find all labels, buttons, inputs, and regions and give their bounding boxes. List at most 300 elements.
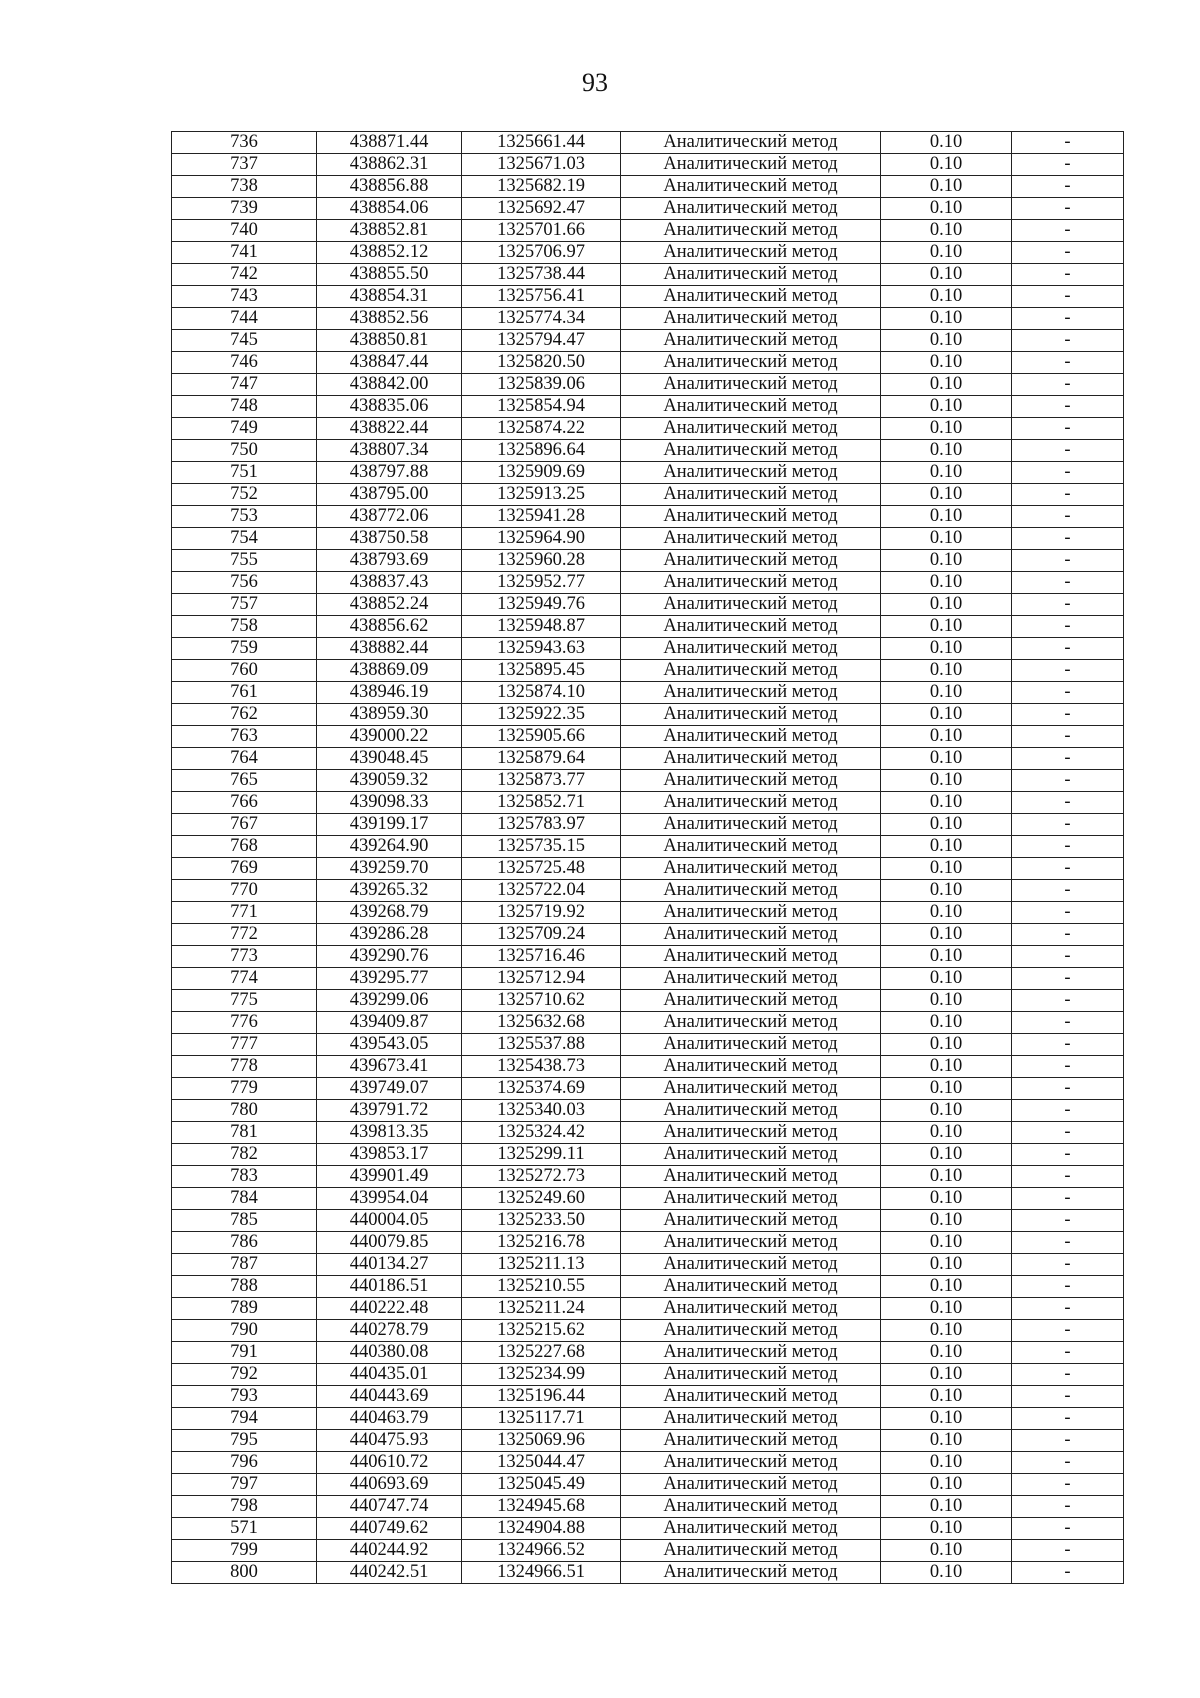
note-cell: - [1012,1540,1124,1562]
table-row [172,924,1124,946]
accuracy-cell: 0.10 [881,154,1012,176]
table-row [172,374,1124,396]
accuracy-cell: 0.10 [881,132,1012,154]
accuracy-cell: 0.10 [881,220,1012,242]
y-coordinate-cell: 1325879.64 [462,748,621,770]
accuracy-cell: 0.10 [881,792,1012,814]
note-cell: - [1012,286,1124,308]
y-coordinate-cell: 1325438.73 [462,1056,621,1078]
note-cell: - [1012,550,1124,572]
accuracy-cell: 0.10 [881,396,1012,418]
table-row [172,1166,1124,1188]
note-cell: - [1012,1320,1124,1342]
point-number-cell: 779 [172,1078,317,1100]
point-number-cell: 796 [172,1452,317,1474]
x-coordinate-cell: 439409.87 [317,1012,462,1034]
point-number-cell: 794 [172,1408,317,1430]
x-coordinate-cell: 439295.77 [317,968,462,990]
y-coordinate-cell: 1325701.66 [462,220,621,242]
point-number-cell: 761 [172,682,317,704]
point-number-cell: 789 [172,1298,317,1320]
note-cell: - [1012,308,1124,330]
point-number-cell: 742 [172,264,317,286]
point-number-cell: 783 [172,1166,317,1188]
y-coordinate-cell: 1325774.34 [462,308,621,330]
table-row [172,440,1124,462]
accuracy-cell: 0.10 [881,1276,1012,1298]
y-coordinate-cell: 1325874.10 [462,682,621,704]
x-coordinate-cell: 438852.24 [317,594,462,616]
point-number-cell: 776 [172,1012,317,1034]
y-coordinate-cell: 1325922.35 [462,704,621,726]
x-coordinate-cell: 438871.44 [317,132,462,154]
accuracy-cell: 0.10 [881,264,1012,286]
table-row [172,220,1124,242]
x-coordinate-cell: 440380.08 [317,1342,462,1364]
table-row [172,594,1124,616]
note-cell: - [1012,1210,1124,1232]
y-coordinate-cell: 1324945.68 [462,1496,621,1518]
method-cell: Аналитический метод [621,1188,881,1210]
point-number-cell: 741 [172,242,317,264]
accuracy-cell: 0.10 [881,1012,1012,1034]
table-row [172,704,1124,726]
table-row [172,682,1124,704]
method-cell: Аналитический метод [621,528,881,550]
x-coordinate-cell: 439000.22 [317,726,462,748]
point-number-cell: 788 [172,1276,317,1298]
table-row [172,902,1124,924]
table-row [172,418,1124,440]
accuracy-cell: 0.10 [881,858,1012,880]
point-number-cell: 750 [172,440,317,462]
accuracy-cell: 0.10 [881,1430,1012,1452]
x-coordinate-cell: 438795.00 [317,484,462,506]
x-coordinate-cell: 438807.34 [317,440,462,462]
note-cell: - [1012,264,1124,286]
method-cell: Аналитический метод [621,1122,881,1144]
y-coordinate-cell: 1325374.69 [462,1078,621,1100]
accuracy-cell: 0.10 [881,594,1012,616]
table-row [172,1298,1124,1320]
y-coordinate-cell: 1325719.92 [462,902,621,924]
note-cell: - [1012,1386,1124,1408]
note-cell: - [1012,1342,1124,1364]
y-coordinate-cell: 1325783.97 [462,814,621,836]
table-row [172,396,1124,418]
y-coordinate-cell: 1325227.68 [462,1342,621,1364]
point-number-cell: 798 [172,1496,317,1518]
accuracy-cell: 0.10 [881,946,1012,968]
table-row [172,550,1124,572]
accuracy-cell: 0.10 [881,572,1012,594]
method-cell: Аналитический метод [621,440,881,462]
method-cell: Аналитический метод [621,770,881,792]
table-row [172,132,1124,154]
y-coordinate-cell: 1325632.68 [462,1012,621,1034]
x-coordinate-cell: 440443.69 [317,1386,462,1408]
table-row [172,616,1124,638]
method-cell: Аналитический метод [621,396,881,418]
point-number-cell: 793 [172,1386,317,1408]
method-cell: Аналитический метод [621,154,881,176]
accuracy-cell: 0.10 [881,1232,1012,1254]
accuracy-cell: 0.10 [881,1408,1012,1430]
table-row [172,770,1124,792]
point-number-cell: 799 [172,1540,317,1562]
x-coordinate-cell: 440475.93 [317,1430,462,1452]
point-number-cell: 744 [172,308,317,330]
method-cell: Аналитический метод [621,1100,881,1122]
note-cell: - [1012,726,1124,748]
table-row [172,154,1124,176]
note-cell: - [1012,638,1124,660]
y-coordinate-cell: 1325210.55 [462,1276,621,1298]
x-coordinate-cell: 439199.17 [317,814,462,836]
point-number-cell: 756 [172,572,317,594]
point-number-cell: 782 [172,1144,317,1166]
y-coordinate-cell: 1325249.60 [462,1188,621,1210]
note-cell: - [1012,1078,1124,1100]
accuracy-cell: 0.10 [881,682,1012,704]
point-number-cell: 784 [172,1188,317,1210]
method-cell: Аналитический метод [621,1452,881,1474]
accuracy-cell: 0.10 [881,242,1012,264]
table-row [172,1012,1124,1034]
x-coordinate-cell: 438854.06 [317,198,462,220]
method-cell: Аналитический метод [621,792,881,814]
x-coordinate-cell: 439543.05 [317,1034,462,1056]
y-coordinate-cell: 1325949.76 [462,594,621,616]
accuracy-cell: 0.10 [881,902,1012,924]
method-cell: Аналитический метод [621,660,881,682]
accuracy-cell: 0.10 [881,880,1012,902]
table-row [172,990,1124,1012]
note-cell: - [1012,902,1124,924]
note-cell: - [1012,374,1124,396]
table-row [172,1144,1124,1166]
coordinates-table-body [172,132,1124,1584]
method-cell: Аналитический метод [621,286,881,308]
y-coordinate-cell: 1325960.28 [462,550,621,572]
method-cell: Аналитический метод [621,352,881,374]
note-cell: - [1012,220,1124,242]
accuracy-cell: 0.10 [881,440,1012,462]
table-row [172,506,1124,528]
accuracy-cell: 0.10 [881,528,1012,550]
note-cell: - [1012,330,1124,352]
y-coordinate-cell: 1325117.71 [462,1408,621,1430]
point-number-cell: 753 [172,506,317,528]
x-coordinate-cell: 439048.45 [317,748,462,770]
x-coordinate-cell: 440749.62 [317,1518,462,1540]
method-cell: Аналитический метод [621,814,881,836]
method-cell: Аналитический метод [621,1166,881,1188]
note-cell: - [1012,946,1124,968]
accuracy-cell: 0.10 [881,1298,1012,1320]
note-cell: - [1012,352,1124,374]
table-row [172,1474,1124,1496]
note-cell: - [1012,242,1124,264]
accuracy-cell: 0.10 [881,924,1012,946]
note-cell: - [1012,1254,1124,1276]
point-number-cell: 752 [172,484,317,506]
table-row [172,264,1124,286]
y-coordinate-cell: 1325682.19 [462,176,621,198]
method-cell: Аналитический метод [621,616,881,638]
y-coordinate-cell: 1325794.47 [462,330,621,352]
point-number-cell: 781 [172,1122,317,1144]
y-coordinate-cell: 1325905.66 [462,726,621,748]
x-coordinate-cell: 438750.58 [317,528,462,550]
note-cell: - [1012,396,1124,418]
x-coordinate-cell: 439265.32 [317,880,462,902]
x-coordinate-cell: 439791.72 [317,1100,462,1122]
accuracy-cell: 0.10 [881,198,1012,220]
point-number-cell: 760 [172,660,317,682]
point-number-cell: 777 [172,1034,317,1056]
method-cell: Аналитический метод [621,682,881,704]
accuracy-cell: 0.10 [881,1474,1012,1496]
point-number-cell: 773 [172,946,317,968]
x-coordinate-cell: 440222.48 [317,1298,462,1320]
y-coordinate-cell: 1325725.48 [462,858,621,880]
x-coordinate-cell: 438855.50 [317,264,462,286]
table-row [172,1540,1124,1562]
point-number-cell: 769 [172,858,317,880]
point-number-cell: 746 [172,352,317,374]
x-coordinate-cell: 439749.07 [317,1078,462,1100]
table-row [172,330,1124,352]
note-cell: - [1012,616,1124,638]
note-cell: - [1012,1496,1124,1518]
note-cell: - [1012,1562,1124,1584]
method-cell: Аналитический метод [621,374,881,396]
point-number-cell: 759 [172,638,317,660]
x-coordinate-cell: 439813.35 [317,1122,462,1144]
y-coordinate-cell: 1324966.52 [462,1540,621,1562]
note-cell: - [1012,1430,1124,1452]
accuracy-cell: 0.10 [881,1078,1012,1100]
accuracy-cell: 0.10 [881,550,1012,572]
x-coordinate-cell: 440463.79 [317,1408,462,1430]
table-row [172,946,1124,968]
x-coordinate-cell: 438847.44 [317,352,462,374]
table-row [172,1276,1124,1298]
note-cell: - [1012,1056,1124,1078]
table-row [172,528,1124,550]
note-cell: - [1012,1144,1124,1166]
accuracy-cell: 0.10 [881,660,1012,682]
method-cell: Аналитический метод [621,1474,881,1496]
x-coordinate-cell: 440242.51 [317,1562,462,1584]
note-cell: - [1012,440,1124,462]
point-number-cell: 791 [172,1342,317,1364]
y-coordinate-cell: 1325706.97 [462,242,621,264]
x-coordinate-cell: 438869.09 [317,660,462,682]
accuracy-cell: 0.10 [881,176,1012,198]
method-cell: Аналитический метод [621,308,881,330]
method-cell: Аналитический метод [621,924,881,946]
table-row [172,1100,1124,1122]
y-coordinate-cell: 1325895.45 [462,660,621,682]
x-coordinate-cell: 438797.88 [317,462,462,484]
point-number-cell: 743 [172,286,317,308]
accuracy-cell: 0.10 [881,1188,1012,1210]
point-number-cell: 775 [172,990,317,1012]
point-number-cell: 739 [172,198,317,220]
method-cell: Аналитический метод [621,726,881,748]
point-number-cell: 740 [172,220,317,242]
method-cell: Аналитический метод [621,198,881,220]
x-coordinate-cell: 438837.43 [317,572,462,594]
x-coordinate-cell: 438850.81 [317,330,462,352]
table-row [172,1562,1124,1584]
y-coordinate-cell: 1325964.90 [462,528,621,550]
note-cell: - [1012,814,1124,836]
accuracy-cell: 0.10 [881,1166,1012,1188]
accuracy-cell: 0.10 [881,726,1012,748]
table-row [172,1386,1124,1408]
x-coordinate-cell: 439059.32 [317,770,462,792]
method-cell: Аналитический метод [621,1364,881,1386]
point-number-cell: 797 [172,1474,317,1496]
point-number-cell: 780 [172,1100,317,1122]
accuracy-cell: 0.10 [881,1364,1012,1386]
x-coordinate-cell: 440278.79 [317,1320,462,1342]
x-coordinate-cell: 440693.69 [317,1474,462,1496]
method-cell: Аналитический метод [621,1254,881,1276]
x-coordinate-cell: 438946.19 [317,682,462,704]
y-coordinate-cell: 1325909.69 [462,462,621,484]
note-cell: - [1012,748,1124,770]
accuracy-cell: 0.10 [881,836,1012,858]
y-coordinate-cell: 1325839.06 [462,374,621,396]
method-cell: Аналитический метод [621,176,881,198]
point-number-cell: 800 [172,1562,317,1584]
table-row [172,1078,1124,1100]
y-coordinate-cell: 1325756.41 [462,286,621,308]
accuracy-cell: 0.10 [881,506,1012,528]
note-cell: - [1012,704,1124,726]
point-number-cell: 757 [172,594,317,616]
y-coordinate-cell: 1325671.03 [462,154,621,176]
point-number-cell: 737 [172,154,317,176]
table-row [172,792,1124,814]
y-coordinate-cell: 1325045.49 [462,1474,621,1496]
accuracy-cell: 0.10 [881,308,1012,330]
note-cell: - [1012,1518,1124,1540]
point-number-cell: 765 [172,770,317,792]
accuracy-cell: 0.10 [881,374,1012,396]
accuracy-cell: 0.10 [881,1144,1012,1166]
accuracy-cell: 0.10 [881,1496,1012,1518]
note-cell: - [1012,572,1124,594]
accuracy-cell: 0.10 [881,616,1012,638]
method-cell: Аналитический метод [621,550,881,572]
y-coordinate-cell: 1324904.88 [462,1518,621,1540]
method-cell: Аналитический метод [621,704,881,726]
x-coordinate-cell: 438852.81 [317,220,462,242]
y-coordinate-cell: 1325948.87 [462,616,621,638]
method-cell: Аналитический метод [621,418,881,440]
x-coordinate-cell: 440435.01 [317,1364,462,1386]
x-coordinate-cell: 438772.06 [317,506,462,528]
note-cell: - [1012,1408,1124,1430]
table-row [172,968,1124,990]
table-row [172,572,1124,594]
note-cell: - [1012,924,1124,946]
point-number-cell: 771 [172,902,317,924]
method-cell: Аналитический метод [621,1034,881,1056]
table-row [172,1210,1124,1232]
point-number-cell: 749 [172,418,317,440]
point-number-cell: 758 [172,616,317,638]
x-coordinate-cell: 438852.56 [317,308,462,330]
table-row [172,836,1124,858]
method-cell: Аналитический метод [621,242,881,264]
table-row [172,242,1124,264]
accuracy-cell: 0.10 [881,638,1012,660]
note-cell: - [1012,528,1124,550]
x-coordinate-cell: 438862.31 [317,154,462,176]
method-cell: Аналитический метод [621,1078,881,1100]
x-coordinate-cell: 438856.62 [317,616,462,638]
accuracy-cell: 0.10 [881,1518,1012,1540]
point-number-cell: 772 [172,924,317,946]
method-cell: Аналитический метод [621,1320,881,1342]
x-coordinate-cell: 438842.00 [317,374,462,396]
note-cell: - [1012,770,1124,792]
x-coordinate-cell: 438854.31 [317,286,462,308]
method-cell: Аналитический метод [621,638,881,660]
note-cell: - [1012,1188,1124,1210]
method-cell: Аналитический метод [621,330,881,352]
accuracy-cell: 0.10 [881,1540,1012,1562]
table-row [172,462,1124,484]
note-cell: - [1012,968,1124,990]
y-coordinate-cell: 1325896.64 [462,440,621,462]
x-coordinate-cell: 439901.49 [317,1166,462,1188]
point-number-cell: 571 [172,1518,317,1540]
y-coordinate-cell: 1325709.24 [462,924,621,946]
point-number-cell: 764 [172,748,317,770]
note-cell: - [1012,1122,1124,1144]
point-number-cell: 786 [172,1232,317,1254]
coordinates-table [171,131,1124,1584]
table-row [172,1496,1124,1518]
y-coordinate-cell: 1325661.44 [462,132,621,154]
note-cell: - [1012,880,1124,902]
x-coordinate-cell: 438959.30 [317,704,462,726]
note-cell: - [1012,836,1124,858]
accuracy-cell: 0.10 [881,748,1012,770]
method-cell: Аналитический метод [621,484,881,506]
x-coordinate-cell: 439954.04 [317,1188,462,1210]
y-coordinate-cell: 1325716.46 [462,946,621,968]
accuracy-cell: 0.10 [881,462,1012,484]
method-cell: Аналитический метод [621,1210,881,1232]
x-coordinate-cell: 439268.79 [317,902,462,924]
table-row [172,286,1124,308]
y-coordinate-cell: 1325299.11 [462,1144,621,1166]
accuracy-cell: 0.10 [881,770,1012,792]
method-cell: Аналитический метод [621,1562,881,1584]
y-coordinate-cell: 1325211.13 [462,1254,621,1276]
accuracy-cell: 0.10 [881,330,1012,352]
accuracy-cell: 0.10 [881,418,1012,440]
y-coordinate-cell: 1325233.50 [462,1210,621,1232]
